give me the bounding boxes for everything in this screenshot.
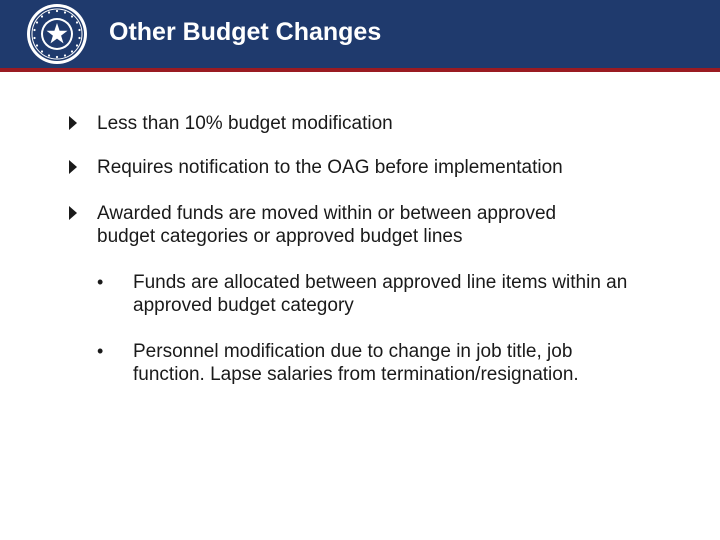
arrow-bullet-icon — [68, 116, 78, 130]
arrow-bullet-icon — [68, 160, 78, 174]
sub-bullet-marker: • — [97, 272, 104, 292]
arrow-bullet-icon — [68, 206, 78, 220]
sub-bullet-item: Personnel modification due to change in job title, job function. Lapse salaries from termination/resignation. — [133, 341, 579, 385]
bullet-item: Requires notification to the OAG before implementation — [97, 157, 563, 178]
sub-bullet-item: Funds are allocated between approved line items within an approved budget category — [133, 272, 628, 316]
bullet-item: Less than 10% budget modification — [97, 113, 393, 134]
slide-title: Other Budget Changes — [109, 18, 382, 46]
bullet-item: Awarded funds are moved within or between approved budget categories or approved budget lines — [97, 203, 557, 247]
sub-bullet-marker: • — [97, 341, 104, 361]
